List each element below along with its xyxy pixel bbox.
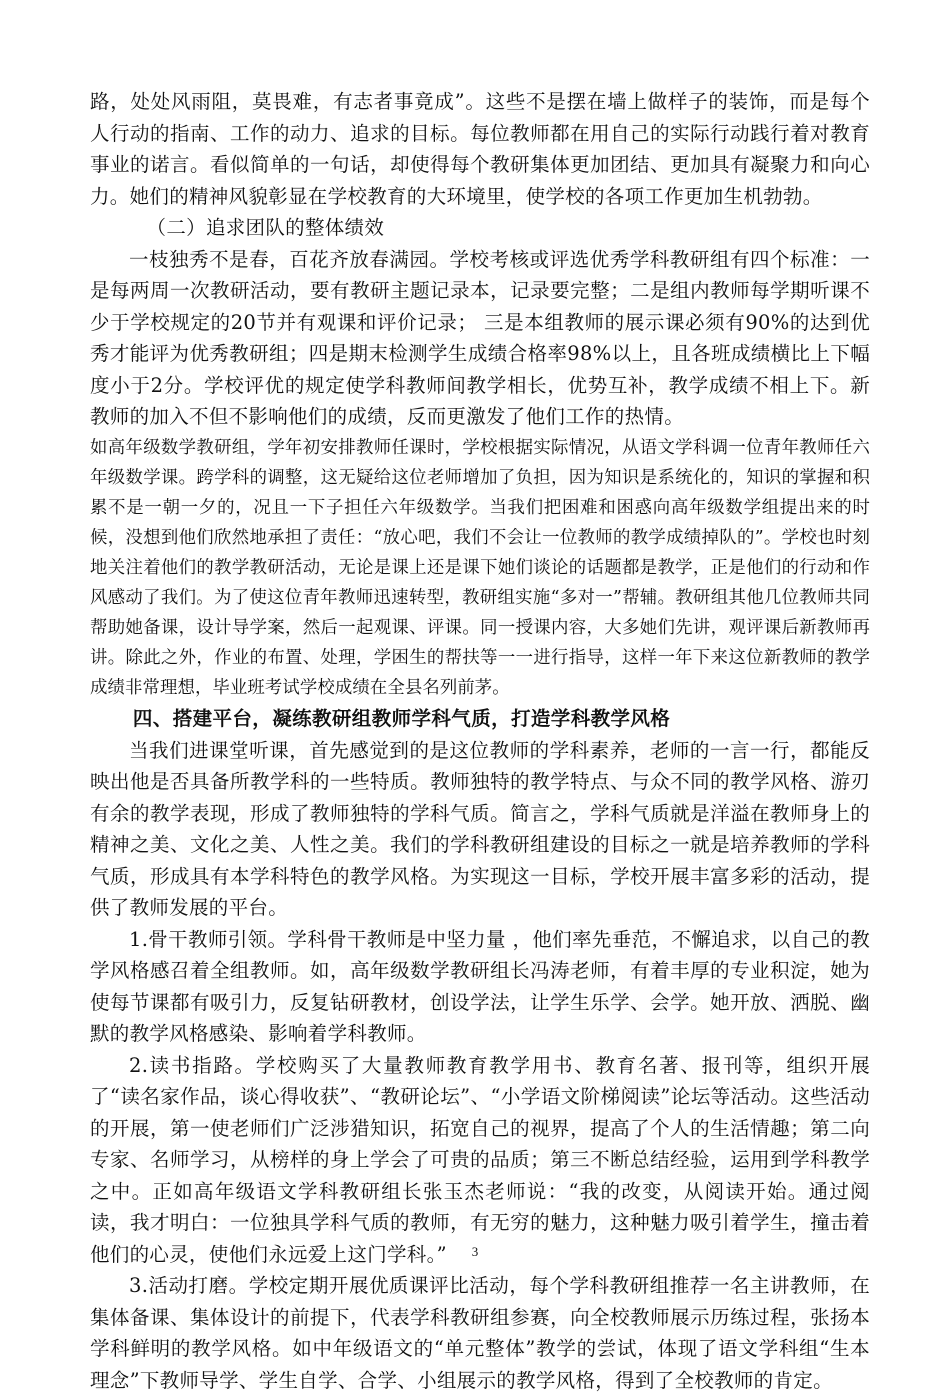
paragraph-reading: 2.读书指路。学校购买了大量教师教育教学用书、教育名著、报刊等，组织开展了“读名家作品，谈心得收获”、“教研论坛”、“小学语文阶梯阅读”论坛等活动。这些活动的开展，第一使老师们广泛涉猎知识，拓宽自己的视界，提高了个人的生活情趣；第二向专家、名师学习，从榜样的身上学会了可贵的品质；第三不断总结经验，运用到学科教学之中。正如高年级语文学科教研组长张玉杰老师说：“我的改变，从阅读开始。通过阅读，我才明白：一位独具学科气质的教师，有无穷的魅力，这种魅力吸引着学生，撞击着他们的心灵，使他们永远爱上这门学科。” <box>90 1053 870 1266</box>
section-heading-four: 四、搭建平台，凝练教研组教师学科气质，打造学科教学风格 <box>132 706 671 730</box>
paragraph-math-group-example: 如高年级数学教研组，学年初安排教师任课时，学校根据实际情况，从语文学科调一位青年教师任六年级数学课。跨学科的调整，这无疑给这位老师增加了负担，因为知识是系统化的，知识的掌握和积累不是一朝一夕的，况且一下子担任六年级数学。当我们把困难和困惑向高年级数学组提出来的时候，没想到他们欣然地承担了责任：“放心吧，我们不会让一位教师的教学成绩掉队的”。学校也时刻地关注着他们的教学教研活动，无论是课上还是课下她们谈论的话题都是教学，正是他们的行动和作风感动了我们。为了使这位青年教师迅速转型，教研组实施“多对一”帮辅。教研组其他几位教师共同帮助她备课，设计导学案，然后一起观课、评课。同一授课内容，大多她们先讲，观评课后新教师再讲。除此之外，作业的布置、处理，学困生的帮扶等一一进行指导，这样一年下来这位新教师的教学成绩非常理想，毕业班考试学校成绩在全县名列前茅。 <box>90 437 870 698</box>
paragraph-backbone-teachers: 1.骨干教师引领。学科骨干教师是中坚力量 ，他们率先垂范，不懈追求，以自己的教学风格感召着全组教师。如，高年级数学教研组长冯涛老师，有着丰厚的专业积淀，她为使每节课都有吸引力，反复钻研教材，创设学法，让学生乐学、会学。她开放、洒脱、幽默的教学风格感染、影响着学科教师。 <box>90 927 870 1045</box>
paragraph-subject-temperament: 当我们进课堂听课，首先感觉到的是这位教师的学科素养，老师的一言一行，都能反映出他是否具备所教学科的一些特质。教师独特的教学特点、与众不同的教学风格、游刃有余的教学表现，形成了教师独特的学科气质。简言之，学科气质就是洋溢在教师身上的精神之美、文化之美、人性之美。我们的学科教研组建设的目标之一就是培养教师的学科气质，形成具有本学科特色的教学风格。为实现这一目标，学校开展丰富多彩的活动，提供了教师发展的平台。 <box>90 738 870 919</box>
paragraph-continuation: 路，处处风雨阻，莫畏难，有志者事竟成”。这些不是摆在墙上做样子的装饰，而是每个人行动的指南、工作的动力、追求的目标。每位教师都在用自己的实际行动践行着对教育事业的诺言。看似简单的一句话，却使得每个教研集体更加团结、更加具有凝聚力和向心力。她们的精神风貌彰显在学校教育的大环境里，使学校的各项工作更加生机勃勃。 <box>90 90 870 208</box>
paragraph-activities: 3.活动打磨。学校定期开展优质课评比活动，每个学科教研组推荐一名主讲教师，在集体备课、集体设计的前提下，代表学科教研组参赛，向全校教师展示历练过程，张扬本学科鲜明的教学风格。如中年级语文的“单元整体”教学的尝试，体现了语文学科组“生本理念”下教师导学、学生自学、合学、小组展示的教学风格，得到了全校教师的肯定。 <box>90 1274 870 1392</box>
paragraph-team-standards: 一枝独秀不是春，百花齐放春满园。学校考核或评选优秀学科教研组有四个标准：一是每两周一次教研活动，要有教研主题记录本，记录要完整；二是组内教师每学期听课不少于学校规定的20节并有观课和评价记录； 三是本组教师的展示课必须有90%的达到优秀才能评为优秀教研组；四是期末检测学生成绩合格率98%以上，且各班成绩横比上下幅度小于2分。学校评优的规定使学科教师间教学相长，优势互补，教学成绩不相上下。新教师的加入不但不影响他们的成绩，反而更激发了他们工作的热情。 <box>90 247 870 428</box>
subsection-heading: （二）追求团队的整体绩效 <box>146 216 385 239</box>
page-number: 3 <box>471 1244 479 1259</box>
document-body <box>90 86 870 1396</box>
